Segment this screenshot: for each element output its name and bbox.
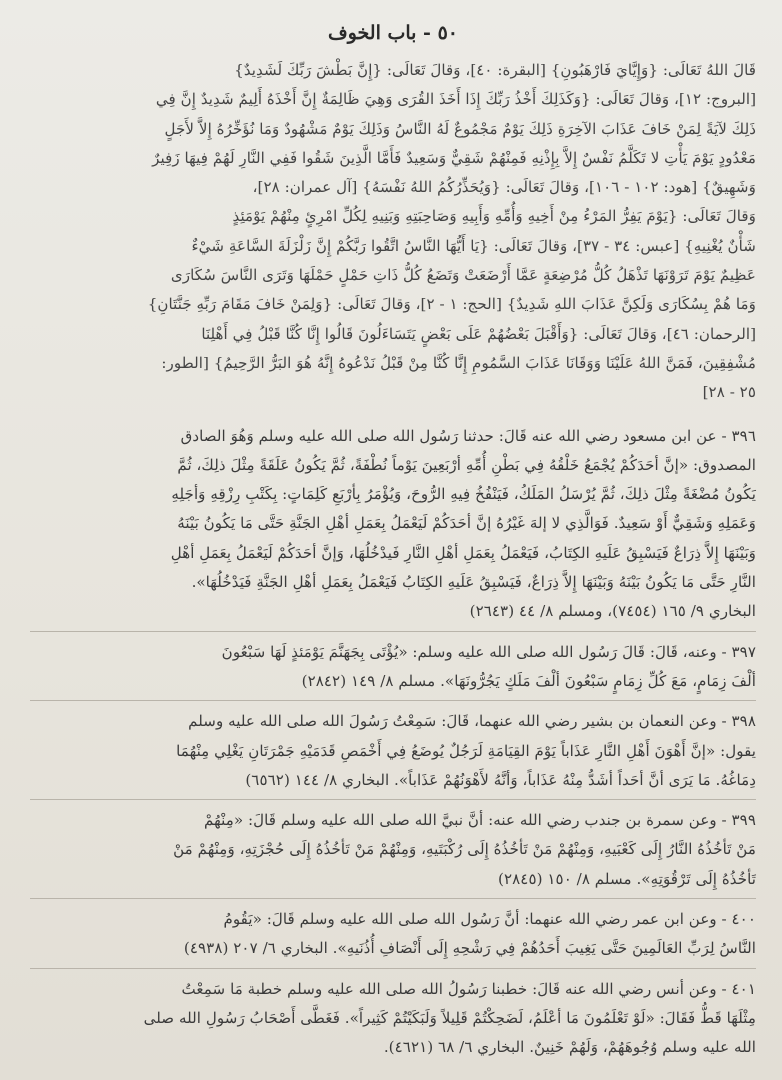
intro-line: ٢٥ - ٢٨] bbox=[702, 383, 756, 402]
hadith-line: النَّارِ حَتَّى مَا يَكُونُ بَيْنَهُ وَبَيْنَهَا إِلاَّ ذِرَاعٌ، فَيَسْبِقُ عَلَيهِ الكِتَابُ فَيَعْمَلُ بِعَمَلِ أهْلِ الجَنَّةِ فَيَدْخُلُهَا». bbox=[191, 573, 756, 592]
intro-line: ذَلِكَ لآيَةً لِمَنْ خَافَ عَذَابَ الآخِرَةِ ذَلِكَ يَوْمٌ مَجْمُوعٌ لَهُ النَّاسُ وَذَلِكَ يَوْمٌ مَشْهُودٌ وَمَا نُؤَخِّرُهُ إِلاَّ لأَجَلٍ bbox=[164, 119, 756, 138]
intro-line: وَقالَ تَعَالَى: {يَوْمَ يَفِرُّ المَرْءُ مِنْ أَخِيهِ وَأُمِّهِ وَأَبِيهِ وَصَاحِبَتِهِ وَبَنِيهِ لِكُلِّ امْرِئٍ مِنْهُمْ يَوْمَئِذٍ bbox=[232, 207, 756, 226]
intro-line: مُشْفِقِينَ، فَمَنَّ اللهُ عَلَيْنَا وَوَقَانَا عَذَابَ السَّمُومِ إِنَّا كُنَّا مِنْ قَبْلُ نَدْعُوهُ إِنَّهُ هُوَ البَرُّ الرَّحِيمُ} [الطور: bbox=[161, 353, 756, 372]
hadith-line: ٤٠٠ - وعن ابن عمر رضي الله عنهما: أنَّ رَسُول الله صلى الله عليه وسلم قَالَ: «يَقُومُ bbox=[223, 910, 756, 929]
hadith-line: الله عليه وسلم وُجُوهَهُمْ، وَلَهُمْ خَنِينٌ. البخاري ٦/ ٦٨ (٤٦٢١). bbox=[383, 1038, 756, 1057]
intro-line: عَظِيمٌ يَوْمَ تَرَوْنَهَا تَذْهَلُ كُلُّ مُرْضِعَةٍ عَمَّا أَرْضَعَتْ وَتَضَعُ كُلُّ ذَاتِ حَمْلٍ حَمْلَهَا وَتَرَى النَّاسَ سُكَارَى bbox=[170, 266, 756, 285]
hadith-line: ألْفَ زِمَامٍ، مَعَ كُلِّ زِمَامٍ سَبْعُونَ ألْفَ مَلَكٍ يَجُرُّونَهَا». مسلم ٨/ ١٤٩ (٢٨٤٢) bbox=[301, 671, 756, 690]
intro-line: [الرحمان: ٤٦]، وَقالَ تَعَالَى: {وَأَقْبَلَ بَعْضُهُمْ عَلَى بَعْضٍ يَتَسَاءَلُونَ قَالُوا إِنَّا كُنَّا قَبْلُ فِي أَهْلِنَا bbox=[201, 324, 756, 343]
hadith-line: وَعَمَلِهِ وَشَقِيٌّ أَوْ سَعِيدٌ. فَوَالَّذِي لا إلهَ غَيْرُهُ إنَّ أحَدَكُمْ لَيَعْمَلُ بِعَمَلِ أهْلِ الجَنَّةِ حَتَّى مَا يَكُونُ بَيْنَهُ bbox=[177, 514, 756, 533]
intro-line: وَمَا هُمْ بِسُكَارَى وَلَكِنَّ عَذَابَ اللهِ شَدِيدٌ} [الحج: ١ - ٢]، وَقالَ تَعَالَى: {وَلِمَنْ خَافَ مَقَامَ رَبِّهِ جَنَّتَانِ} bbox=[147, 295, 756, 314]
intro-line: شَأْنٌ يُغْنِيهِ} [عبس: ٣٤ - ٣٧]، وَقالَ تَعَالَى: {يَا أَيُّهَا النَّاسُ اتَّقُوا رَبَّكُمْ إِنَّ زَلْزَلَةَ السَّاعَةِ شَيْءٌ bbox=[191, 236, 756, 255]
hadith-line: يقول: «إنَّ أَهْوَنَ أَهْلِ النَّارِ عَذَاباً يَوْمَ القِيَامَةِ لَرَجُلٌ يُوضَعُ فِي أَخْمَصِ قَدَمَيْهِ جَمْرَتَانِ يَغْلِي مِنْهُمَا bbox=[176, 741, 756, 760]
hadith-401 bbox=[30, 975, 756, 1063]
hadith-400 bbox=[30, 905, 756, 964]
hadith-397 bbox=[30, 638, 756, 697]
page-content bbox=[30, 0, 756, 1063]
hadith-396 bbox=[30, 422, 756, 627]
chapter-title: ٥٠ - باب الخوف bbox=[328, 22, 458, 44]
hadith-reference: البخاري ٩/ ١٦٥ (٧٤٥٤)، ومسلم ٨/ ٤٤ (٢٦٤٣) bbox=[469, 602, 756, 621]
divider bbox=[30, 799, 756, 800]
intro-line: وَشَهِيقٌ} [هود: ١٠٢ - ١٠٦]، وَقالَ تَعَالَى: {وَيُحَذِّرُكُمُ اللهُ نَفْسَهُ} [آل عمران: ٢٨]، bbox=[252, 178, 756, 197]
hadith-line: تَأخُذُهُ إِلَى تَرْقُوَتِهِ». مسلم ٨/ ١٥٠ (٢٨٤٥) bbox=[498, 869, 756, 888]
hadith-line: ٣٩٨ - وعن النعمان بن بشير رضي الله عنهما، قَالَ: سَمِعْتُ رَسُولَ الله صلى الله عليه وسلم bbox=[188, 712, 756, 731]
hadith-line: دِمَاغُهُ. مَا يَرَى أنَّ أحَداً أشَدُّ مِنْهُ عَذَاباً، وَأنَّهُ لأَهْوَنُهُمْ عَذَاباً». البخاري ٨/ ١٤٤ (٦٥٦٢) bbox=[245, 770, 756, 789]
hadith-line: وَبَيْنَهَا إِلاَّ ذِرَاعٌ فَيَسْبِقُ عَلَيهِ الكِتَابُ، فَيَعْمَلُ بِعَمَلِ أهْلِ النَّارِ فَيدْخُلُهَا، وَإنَّ أحَدَكُمْ لَيَعْمَلُ بِعَمَلِ أهْلِ bbox=[170, 543, 756, 562]
divider bbox=[30, 700, 756, 701]
hadith-line: ٣٩٧ - وعنه، قَالَ: قَالَ رَسُول الله صلى الله عليه وسلم: «يُؤْتَى بِجَهَنَّمَ يَوْمَئذٍ لَهَا سَبْعُونَ bbox=[221, 642, 756, 661]
hadith-line: ٣٩٩ - وعن سمرة بن جندب رضي الله عنه: أنَّ نبيَّ الله صلى الله عليه وسلم قَالَ: «مِنْهُمْ bbox=[204, 811, 756, 830]
intro-line: مَعْدُودٍ يَوْمَ يَأْتِ لا تَكَلَّمُ نَفْسٌ إِلاَّ بِإِذْنِهِ فَمِنْهُمْ شَقِيٌّ وَسَعِيدٌ فَأَمَّا الَّذِينَ شَقُوا فَفِي النَّارِ لَهُمْ فِيهَا زَفِيرٌ bbox=[152, 148, 756, 167]
divider bbox=[30, 631, 756, 632]
divider bbox=[30, 968, 756, 969]
intro-line: قَالَ اللهُ تَعَالَى: {وَإِيَّايَ فَارْهَبُونِ} [البقرة: ٤٠]، وَقالَ تَعَالَى: {إِنَّ بَطْشَ رَبِّكَ لَشَدِيدٌ} bbox=[234, 61, 756, 79]
hadith-line: ٣٩٦ - عن ابن مسعود رضي الله عنه قَالَ: حدثنا رَسُول الله صلى الله عليه وسلم وَهُوَ الصادق bbox=[180, 426, 756, 445]
hadith-line: مَنْ تَأخُذُهُ النَّارُ إِلَى كَعْبَيهِ، وَمِنْهُمْ مَنْ تَأخُذُهُ إِلَى رُكْبَتَيهِ، وَمِنْهُمْ مَنْ تَأخُذُهُ إِلَى حُجْزَتِهِ، وَمِنْهُمْ مَنْ bbox=[173, 840, 756, 859]
hadith-398 bbox=[30, 707, 756, 795]
hadith-line: ٤٠١ - وعن أنس رضي الله عنه قَالَ: خطبنا رَسُولُ الله صلى الله عليه وسلم خطبة مَا سَمِعْتُ bbox=[181, 979, 756, 998]
hadith-399 bbox=[30, 806, 756, 894]
divider bbox=[30, 898, 756, 899]
hadith-line: النَّاسُ لِرَبِّ العَالَمِينَ حَتَّى يَغِيبَ أَحَدُهُمْ فِي رَشْحِهِ إِلَى أَنْصَافِ أُذُنَيهِ». البخاري ٦/ ٢٠٧ (٤٩٣٨) bbox=[183, 939, 756, 958]
hadith-line: مِثْلَهَا قَطُّ فَقَالَ: «لَوْ تَعْلَمُونَ مَا أعْلَمُ، لَضَحِكْتُمْ قَلِيلاً وَلَبَكَيْتُمْ كَثِيراً». فَغَطَّى أَصْحَابُ رَسُولِ الله صلى bbox=[143, 1008, 756, 1027]
hadith-line: يَكُونُ مُضْغَةً مِثْلَ ذلِكَ، ثُمَّ يُرْسَلُ المَلَكُ، فَيَنْفُخُ فِيهِ الرُّوحَ، وَيُؤْمَرُ بِأرْبَعِ كَلِمَاتٍ: بِكَتْبِ رِزْقِهِ وَأجَلِهِ bbox=[171, 485, 756, 504]
intro-line: [البروج: ١٢]، وَقالَ تَعَالَى: {وَكَذَلِكَ أَخْذُ رَبِّكَ إِذَا أَخَذَ القُرَى وَهِيَ ظَالِمَةٌ إِنَّ أَخْذَهُ أَلِيمٌ شَدِيدٌ إِنَّ فِي bbox=[155, 90, 756, 109]
intro-block bbox=[30, 56, 756, 408]
hadith-line: المصدوق: «إنَّ أحَدَكُمْ يُجْمَعُ خَلْقُهُ فِي بَطْنِ أُمِّهِ أرْبَعِينَ يَوْماً نُطْفَةً، ثُمَّ يَكُونُ عَلَقَةً مِثْلَ ذلِكَ، ثُمَّ bbox=[177, 455, 756, 474]
